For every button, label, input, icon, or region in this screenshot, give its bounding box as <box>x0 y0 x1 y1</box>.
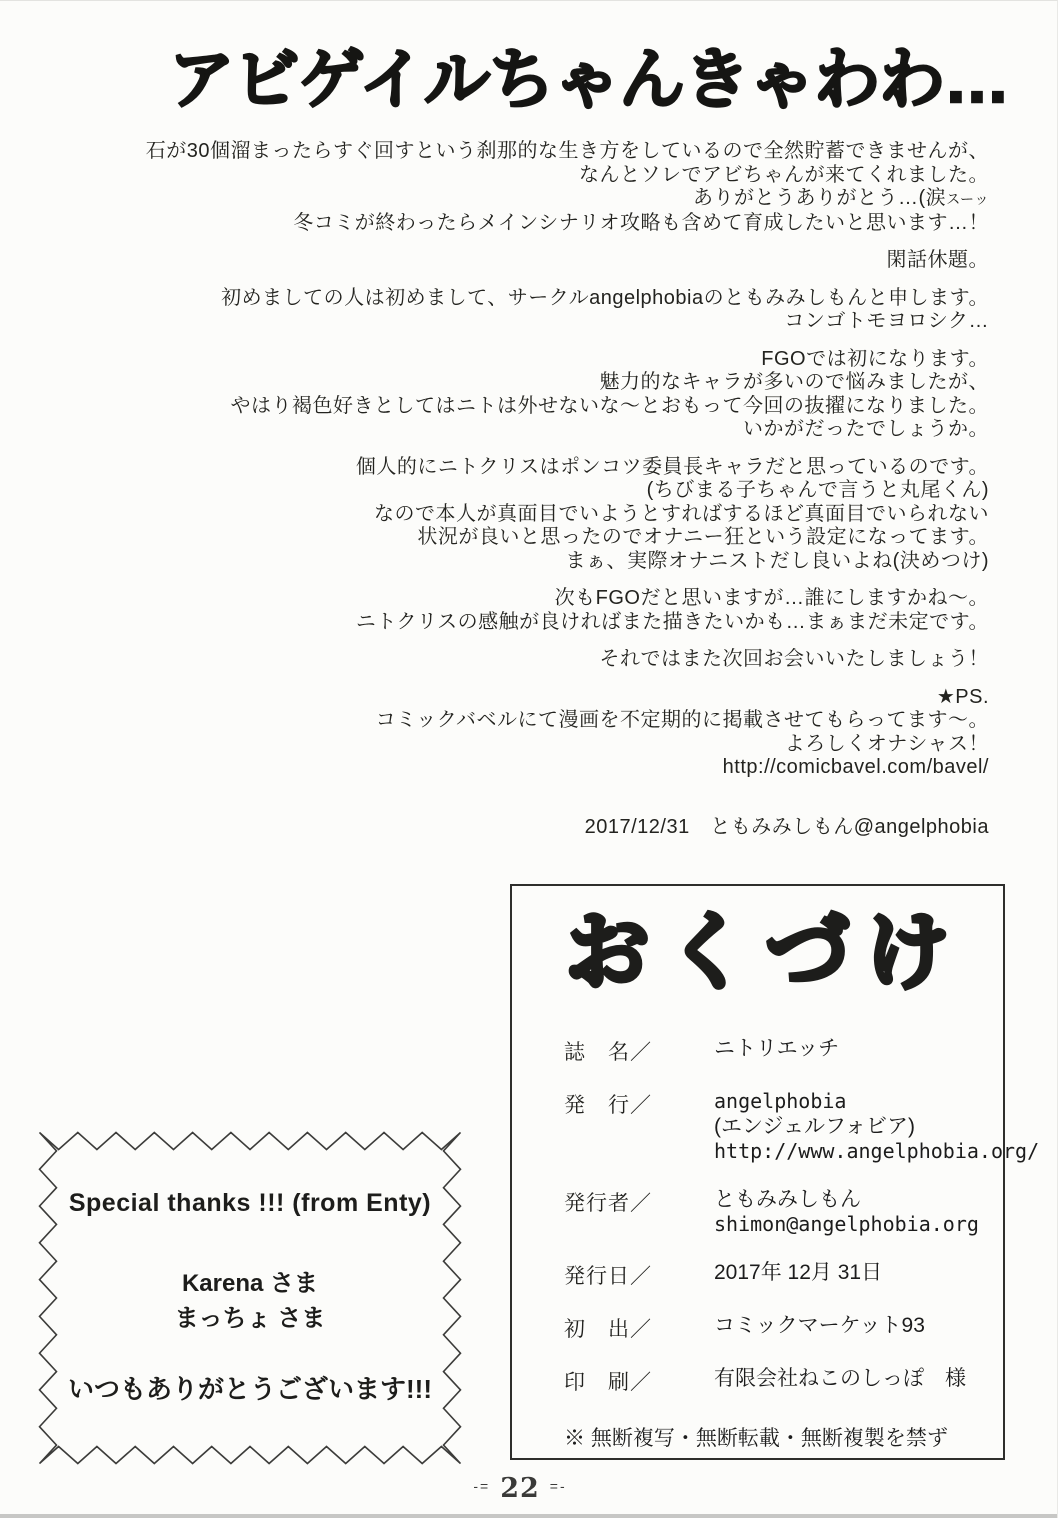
colophon-row-author <box>564 1187 1003 1237</box>
page-number-prefix: -= <box>473 1478 491 1494</box>
afterword-line: 初めましての人は初めまして、サークルangelphobiaのともみみしもんと申します。 <box>221 286 989 309</box>
afterword-line-main: ありがとうありがとう…(涙 <box>693 187 947 210</box>
colophon-value-date: 2017年 12月 31日 <box>714 1261 883 1285</box>
colophon-row-event <box>564 1313 1003 1343</box>
afterword-line: 魅力的なキャラが多いので悩みましたが、 <box>599 371 989 394</box>
colophon-label: 発 行／ <box>564 1094 652 1118</box>
colophon-value: ニトリエッチ <box>714 1037 840 1061</box>
afterword-line: 状況が良いと思ったのでオナニー狂という設定になってます。 <box>417 526 989 549</box>
afterword-line: 閑話休題。 <box>886 249 989 272</box>
colophon-label: 発行日／ <box>564 1265 652 1289</box>
thanks-name: まっちょ さま <box>174 1305 326 1332</box>
afterword-paragraph <box>0 587 989 634</box>
colophon-label: 印 刷／ <box>564 1371 652 1395</box>
page-number <box>0 1473 1040 1504</box>
thanks-message: いつもありがとうございます!!! <box>68 1374 432 1404</box>
afterword-line: まぁ、実際オナニストだし良いよね(決めつけ) <box>565 549 989 572</box>
colophon-label: 発行者／ <box>564 1192 652 1216</box>
afterword-paragraph-ps <box>0 686 989 780</box>
thanks-name: Karena さま <box>181 1270 319 1297</box>
afterword-paragraph <box>0 287 989 334</box>
page-title: アビゲイルちゃんきゃわわ… <box>168 42 1009 116</box>
afterword-paragraph <box>0 348 989 442</box>
afterword-line: 冬コミが終わったらメインシナリオ攻略も含めて育成したいと思います…！ <box>293 211 989 234</box>
colophon-label: 初 出／ <box>564 1318 652 1342</box>
afterword-line: なので本人が真面目でいようとすればするほど真面目でいられない <box>374 502 989 525</box>
afterword-url: http://comicbavel.com/bavel/ <box>722 756 989 779</box>
colophon-row-date <box>564 1260 1003 1290</box>
colophon-label: 誌 名／ <box>564 1041 652 1065</box>
colophon-value-circle-name: angelphobia <box>714 1089 847 1114</box>
afterword-line: 個人的にニトクリスはポンコツ委員長キャラだと思っているのです。 <box>355 455 989 478</box>
afterword-paragraph <box>0 140 989 235</box>
colophon-value-email: shimon@angelphobia.org <box>714 1212 979 1237</box>
special-thanks-title: Special thanks !!! (from Enty) <box>68 1189 432 1217</box>
colophon-value-url: http://www.angelphobia.org/ <box>714 1139 1040 1164</box>
colophon-box <box>510 884 1040 1460</box>
afterword-text <box>0 140 1057 839</box>
colophon-value-circle-reading: (エンジェルフォビア) <box>714 1115 915 1139</box>
afterword-paragraph <box>0 456 989 574</box>
colophon-value-event: コミックマーケット93 <box>714 1314 925 1338</box>
afterword-paragraph <box>0 249 989 273</box>
afterword-line: 次もFGOだと思いますが…誰にしますかね〜。 <box>554 587 989 610</box>
afterword-line: なんとソレでアビちゃんが来てくれました。 <box>579 163 989 186</box>
afterword-line <box>0 187 989 212</box>
afterword-line: いかがだったでしょうか。 <box>743 418 989 441</box>
colophon-row-title <box>564 1036 1003 1066</box>
page-number-suffix: =- <box>549 1478 567 1494</box>
afterword-line: FGOでは初になります。 <box>761 347 989 370</box>
date-and-author: 2017/12/31 ともみみしもん@angelphobia <box>584 815 989 838</box>
scan-edge-artifact <box>0 1514 1057 1518</box>
afterword-paragraph <box>0 648 989 672</box>
afterword-line: (ちびまる子ちゃんで言うと丸尾くん) <box>646 479 989 502</box>
copyright-notice: ※ 無断複写・無断転載・無断複製を禁ず <box>564 1427 948 1451</box>
afterword-line: ニトクリスの感触が良ければまた描きたいかも…まぁまだ未定です。 <box>355 610 989 633</box>
afterword-line: よろしくオナシャス！ <box>784 732 989 755</box>
page-number-value: 22 <box>500 1473 540 1504</box>
afterword-line: それではまた次回お会いいたしましょう！ <box>599 648 989 671</box>
afterword-line: やはり褐色好きとしてはニトは外せないな〜とおもって今回の抜擢になりました。 <box>230 394 989 417</box>
afterword-line: コンゴトモヨロシク… <box>784 310 989 333</box>
afterword-line-small-kana: スーッ <box>946 191 989 208</box>
special-thanks-box <box>36 1129 464 1467</box>
afterword-line: 石が30個溜まったらすぐ回すという刹那的な生き方をしているので全然貯蓄できませんが、 <box>145 140 989 163</box>
colophon-value-author: ともみみしもん <box>714 1188 861 1212</box>
colophon-row-printer <box>564 1366 1003 1396</box>
ps-marker-line: ★PS. <box>936 685 989 708</box>
colophon-title: おくづけ <box>565 905 966 999</box>
afterword-line: コミックバベルにて漫画を不定期的に掲載させてもらってます〜。 <box>375 709 989 732</box>
colophon-row-publisher <box>564 1089 1040 1164</box>
colophon-rows <box>512 1036 1040 1396</box>
colophon-value-printer: 有限会社ねこのしっぽ 様 <box>714 1367 966 1391</box>
signature-line <box>0 816 989 840</box>
